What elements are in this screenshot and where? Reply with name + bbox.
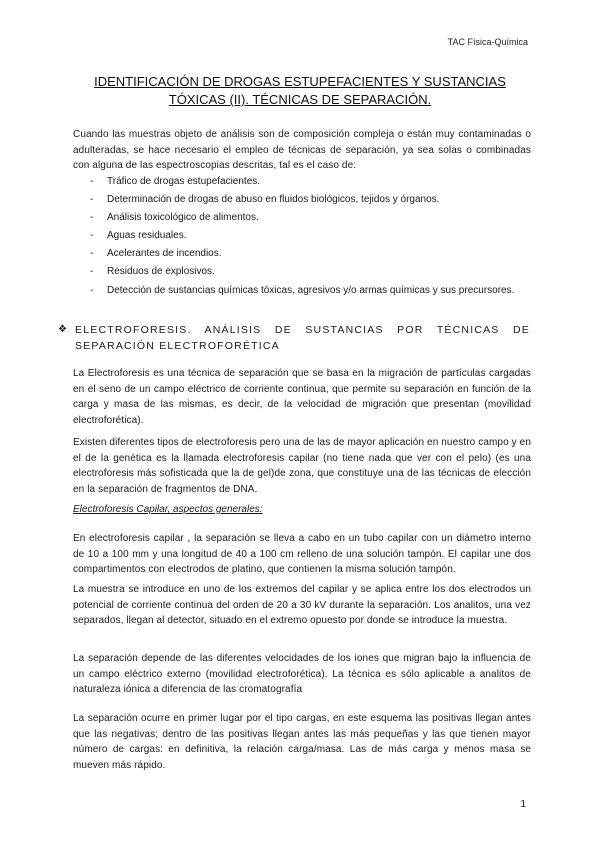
list-item: - Aguas residuales. (90, 230, 187, 242)
list-item: - Análisis toxicológico de alimentos. (90, 212, 259, 224)
paragraph-separation-dependence: La separación depende de las diferentes velocidades de los iones que migran bajo la influencia de un campo eléctrico externo (movilidad electroforética). La técnica es sólo aplicable a analitos de naturaleza iónica a diferencia de las cromatografía (73, 653, 531, 696)
applications-list (80, 174, 530, 301)
page-title: IDENTIFICACIÓN DE DROGAS ESTUPEFACIENTES Y SUSTANCIAS TÓXICAS (II). TÉCNICAS DE SEPARACIÓN. (94, 74, 506, 107)
diamond-bullet-icon: ❖ (58, 324, 69, 335)
section-heading-text: ELECTROFORESIS. ANÁLISIS DE SUSTANCIAS POR TÉCNICAS DE SEPARACIÓN ELECTROFORÉTICA (75, 324, 530, 352)
list-item: - Detección de sustancias químicas tóxicas, agresivos y/o armas químicas y sus precursores. (90, 284, 515, 296)
list-item: - Acelerantes de incendios. (90, 248, 222, 260)
intro-paragraph: Cuando las muestras objeto de análisis son de composición compleja o están muy contaminadas o adulteradas, se hace necesario el empleo de técnicas de separación, ya sea solas o combinadas con alguna de las espectroscopias descritas, tal es el caso de: (73, 129, 531, 172)
page-number: 1 (520, 799, 526, 810)
section-heading-electroforesis (58, 322, 530, 354)
list-item: - Tráfico de drogas estupefacientes. (90, 176, 261, 187)
paragraph-sample-introduction: La muestra se introduce en uno de los extremos del capilar y se aplica entre los dos electrodos un potencial de corriente continua del orden de 20 a 30 kV durante la separación. Los analitos, una vez separados, llegan al detector, situado en el extremo opuesto por donde se introduce la muestra. (73, 584, 531, 627)
paragraph-capilar-setup: En electroforesis capilar , la separación se lleva a cabo en un tubo capilar con un diámetro interno de 10 a 100 mm y una longitud de 40 a 100 cm relleno de una solución tampón. El capilar une dos compartimentos con electrodos de platino, que contienen la misma solución tampón. (73, 533, 531, 576)
paragraph-electroforesis-types: Existen diferentes tipos de electroforesis pero una de las de mayor aplicación en nuestro campo y en el de la genética es la llamada electroforesis capilar (no tiene nada que ver con el pelo) (es una electroforesis más sofisticada que la de gel)de zona, que constituye una de las técnicas de elección en la separación de fragmentos de DNA. (73, 437, 531, 496)
list-item: - Residuos de explosivos. (90, 266, 215, 278)
paragraph-separation-order: La separación ocurre en primer lugar por el tipo cargas, en este esquema las positivas llegan antes que las negativas; dentro de las positivas llegan antes las más pequeñas y las que tienen mayor número de cargas: en definitiva, la relación carga/masa. Las de más carga y menos masa se mueven más rápido. (73, 713, 531, 772)
paragraph-electroforesis-definition: La Electroforesis es una técnica de separación que se basa en la migración de partículas cargadas en el seno de un campo eléctrico de corriente continua, que permite su separación en función de la carga y masa de las mismas, es decir, de la velocidad de migración que presentan (movilidad electroforética). (73, 368, 531, 427)
header-course-label: TAC Física-Química (447, 37, 528, 47)
subheading-capilar: Electroforesis Capilar, aspectos generales: (73, 504, 263, 515)
list-item: - Determinación de drogas de abuso en fluidos biológicos, tejidos y órganos. (90, 194, 440, 206)
